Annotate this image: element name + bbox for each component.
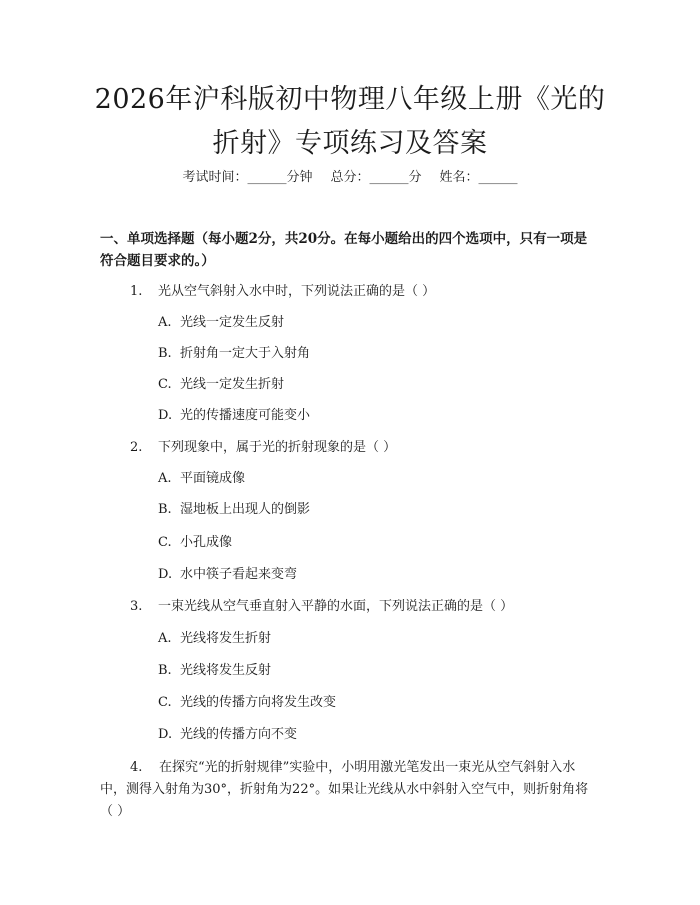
option-2a	[158, 469, 245, 489]
time-label: 考试时间：	[182, 170, 248, 185]
score-blank: ______分	[369, 170, 422, 185]
option-letter: D.	[158, 567, 173, 582]
question-text: 一束光线从空气垂直射入平静的水面，下列说法正确的是（ ）	[158, 599, 514, 614]
option-letter: C.	[158, 535, 172, 550]
question-text: 下列现象中，属于光的折射现象的是（ ）	[158, 440, 397, 455]
option-1d	[158, 406, 310, 426]
option-3b	[158, 661, 271, 681]
question-3	[130, 597, 600, 617]
exam-info-line	[0, 169, 700, 187]
option-text: 光的传播速度可能变小	[180, 408, 311, 423]
option-text: 光线将发生反射	[180, 663, 272, 678]
option-text: 光线一定发生反射	[180, 315, 285, 330]
option-text: 光线一定发生折射	[180, 377, 285, 392]
question-text: 在探究“光的折射规律”实验中，小明用激光笔发出一束光从空气斜射入水中，测得入射角为30°，折射角为22°。如果让光线从水中斜射入空气中，则折射角将（ ）	[100, 760, 589, 819]
option-text: 光线将发生折射	[180, 631, 272, 646]
option-1b	[158, 344, 310, 364]
option-text: 平面镜成像	[180, 471, 246, 486]
option-letter: C.	[158, 377, 172, 392]
time-blank: ______分钟	[247, 170, 313, 185]
question-2	[130, 438, 600, 458]
option-text: 小孔成像	[180, 535, 233, 550]
option-text: 水中筷子看起来变弯	[180, 567, 298, 582]
name-blank: ______	[478, 170, 518, 185]
option-text: 光线的传播方向将发生改变	[180, 695, 337, 710]
option-2b	[158, 500, 310, 520]
option-letter: A.	[158, 315, 172, 330]
option-text: 光线的传播方向不变	[180, 727, 298, 742]
option-letter: A.	[158, 471, 172, 486]
section-heading: 一、单项选择题（每小题2分，共20分。在每小题给出的四个选项中，只有一项是符合题目要求的。）	[100, 231, 588, 269]
option-text: 折射角一定大于入射角	[180, 346, 311, 361]
option-3a	[158, 629, 271, 649]
question-number: 3.	[130, 599, 143, 614]
option-1c	[158, 375, 284, 395]
option-3d	[158, 725, 297, 745]
option-letter: C.	[158, 695, 172, 710]
question-4	[100, 757, 600, 823]
option-2d	[158, 565, 297, 585]
question-text: 光从空气斜射入水中时，下列说法正确的是（ ）	[158, 284, 436, 299]
option-letter: B.	[158, 502, 172, 517]
question-number: 1.	[130, 284, 143, 299]
option-2c	[158, 533, 232, 553]
score-label: 总分：	[330, 170, 370, 185]
option-letter: A.	[158, 631, 172, 646]
option-letter: D.	[158, 727, 173, 742]
option-letter: D.	[158, 408, 173, 423]
question-number: 2.	[130, 440, 143, 455]
option-letter: B.	[158, 663, 172, 678]
option-3c	[158, 693, 336, 713]
name-label: 姓名：	[439, 170, 479, 185]
question-number: 4.	[130, 760, 143, 775]
option-1a	[158, 313, 284, 333]
option-text: 湿地板上出现人的倒影	[180, 502, 311, 517]
option-letter: B.	[158, 346, 172, 361]
page-title: 2026年沪科版初中物理八年级上册《光的折射》专项练习及答案	[94, 84, 606, 159]
question-1	[130, 282, 600, 302]
